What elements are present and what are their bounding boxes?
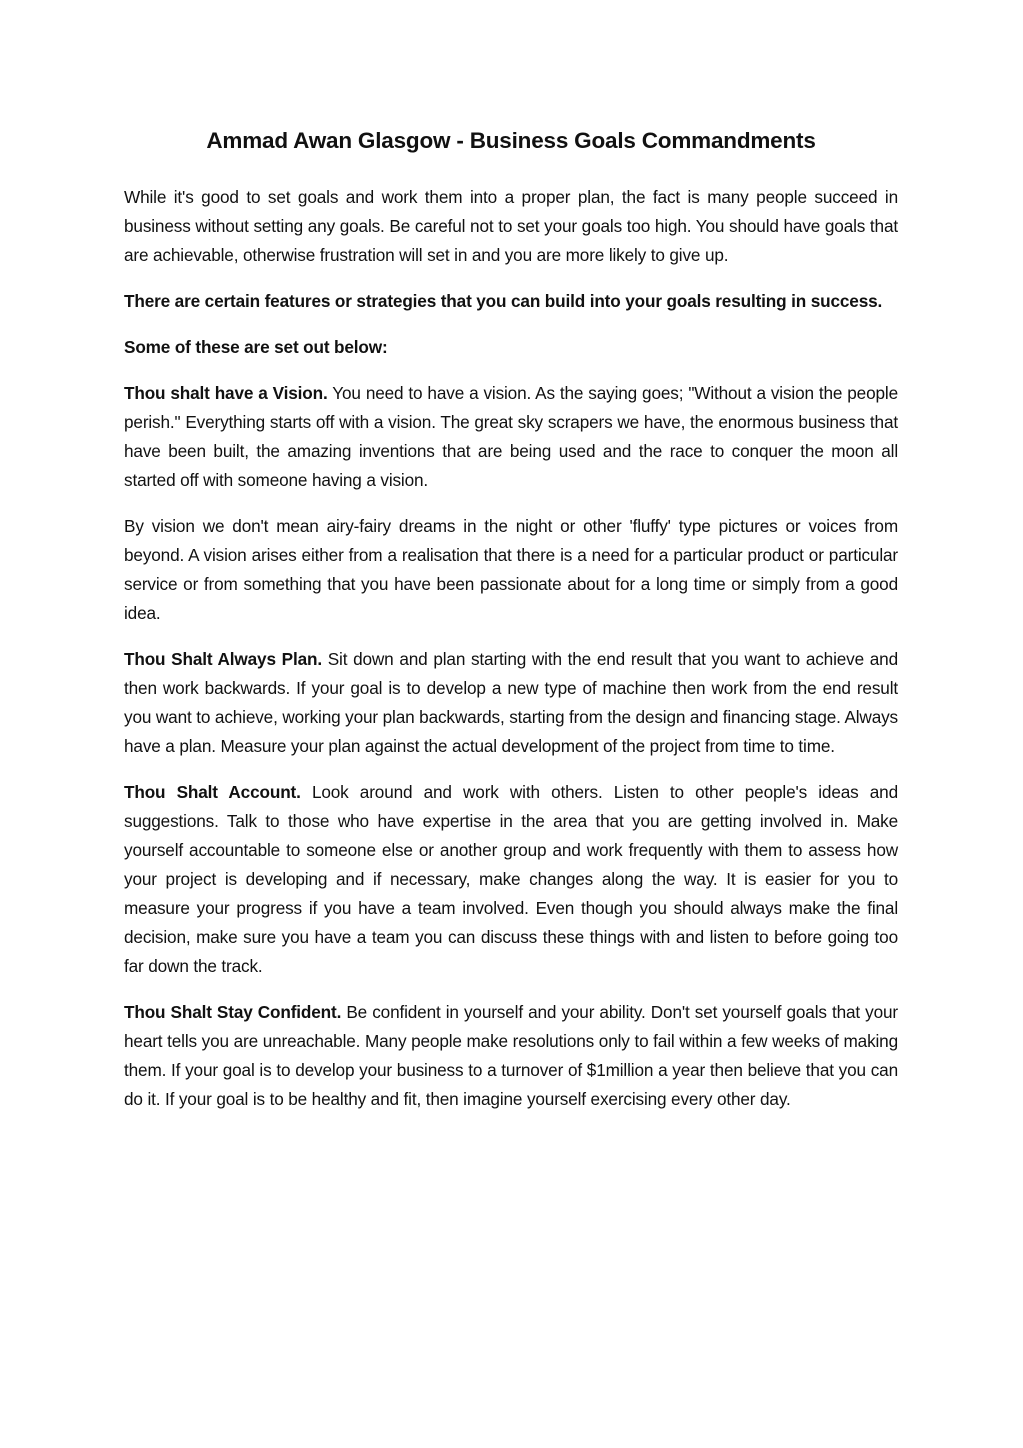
document-title: Ammad Awan Glasgow - Business Goals Commandments	[206, 128, 816, 153]
intro-paragraph: While it's good to set goals and work them into a proper plan, the fact is many people succeed in business without setting any goals. Be careful not to set your goals too high. You should have goals that are achievable, otherwise frustration will set in and you are more likely to give up.	[124, 187, 898, 265]
vision-body: You need to have a vision. As the saying goes; "Without a vision the people perish." Everything starts off with a vision. The great sky scrapers we have, the enormous business that have been built, the amazing inventions that are being used and the race to conquer the moon all started off with someone having a vision.	[124, 383, 898, 490]
account-heading: Thou Shalt Account.	[124, 782, 301, 802]
confident-body: Be confident in yourself and your ability. Don't set yourself goals that your heart tells you are unreachable. Many people make resolutions only to fail within a few weeks of making them. If your goal is to develop your business to a turnover of $1million a year then believe that you can do it. If your goal is to be healthy and fit, then imagine yourself exercising every other day.	[124, 1002, 898, 1109]
list-intro: Some of these are set out below:	[124, 337, 388, 357]
account-body: Look around and work with others. Listen to other people's ideas and suggestions. Talk to those who have expertise in the area that you are getting involved in. Make yourself accountable to someone else or another group and work frequently with them to assess how your project is developing and if necessary, make changes along the way. It is easier for you to measure your progress if you have a team involved. Even though you should always make the final decision, make sure you have a team you can discuss these things with and listen to before going too far down the track.	[124, 782, 898, 976]
vision-explained-paragraph: By vision we don't mean airy-fairy dreams in the night or other 'fluffy' type pictures or voices from beyond. A vision arises either from a realisation that there is a need for a particular product or particular service or from something that you have been passionate about for a long time or simply from a good idea.	[124, 516, 898, 623]
plan-heading: Thou Shalt Always Plan.	[124, 649, 322, 669]
plan-body: Sit down and plan starting with the end result that you want to achieve and then work backwards. If your goal is to develop a new type of machine then work from the end result you want to achieve, working your plan backwards, starting from the design and financing stage. Always have a plan. Measure your plan against the actual development of the project from time to time.	[124, 649, 898, 756]
features-statement: There are certain features or strategies that you can build into your goals resulting in success.	[124, 291, 883, 311]
document-page	[124, 124, 898, 1131]
vision-paragraph	[124, 379, 898, 495]
confident-paragraph	[124, 998, 898, 1114]
plan-paragraph	[124, 645, 898, 761]
vision-heading: Thou shalt have a Vision.	[124, 383, 328, 403]
account-paragraph	[124, 778, 898, 981]
confident-heading: Thou Shalt Stay Confident.	[124, 1002, 342, 1022]
